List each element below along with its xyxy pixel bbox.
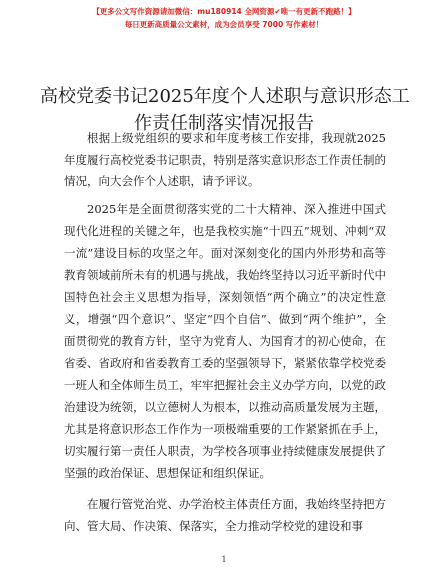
title-line-1: 高校党委书记2025年度个人述职与意识形态工: [40, 86, 410, 107]
body-paragraph-3: 在履行管党治党、办学治校主体责任方面，我始终坚持把方向、管大局、作决策、保落实，全力推动学校党的建设和事: [64, 496, 386, 533]
promo-banner-line-2: 每日更新高质量公文素材，成为会员享受 7000 写作素材！: [124, 20, 324, 29]
page-number: 1: [221, 555, 227, 564]
title-line-2: 作责任制落实情况报告: [134, 113, 314, 134]
body-paragraph-2: 2025年是全面贯彻落实党的二十大精神、深入推进中国式现代化进程的关键之年，也是我校实施“十四五”规划、冲刺“双一流”建设目标的攻坚之年。面对深刻变化的国内外形势和高等教育领域前所未有的机遇与挑战，我始终坚持以习近平新时代中国特色社会主义思想为指导，深刻领悟“两个确立”的决定性意义，增强“四个意识”、坚定“四个自信”、做到“两个维护”，全面贯彻党的教育方针，坚守为党育人、为国育才的初心使命，在省委、省政府和省委教育工委的坚强领导下，紧紧依靠学校党委一班人和全体师生员工，牢牢把握社会主义办学方向，以党的政治建设为统领，以立德树人为根本，以推动高质量发展为主题，尤其是将意识形态工作作为一项极端重要的工作紧紧抓在手上，切实履行第一责任人职责，为学校各项事业持续健康发展提供了坚强的政治保证、思想保证和组织保证。: [64, 201, 386, 480]
body-paragraph-1: 根据上级党组织的要求和年度考核工作安排，我现就2025年度履行高校党委书记职责，特别是落实意识形态工作责任制的情况，向大会作个人述职，请予评议。: [64, 131, 386, 188]
promo-banner-line-1: 【更多公文写作资源请加微信：mu180914 全网资源✔唯一有更新不跑路！】: [92, 7, 356, 16]
document-body: [64, 128, 386, 537]
